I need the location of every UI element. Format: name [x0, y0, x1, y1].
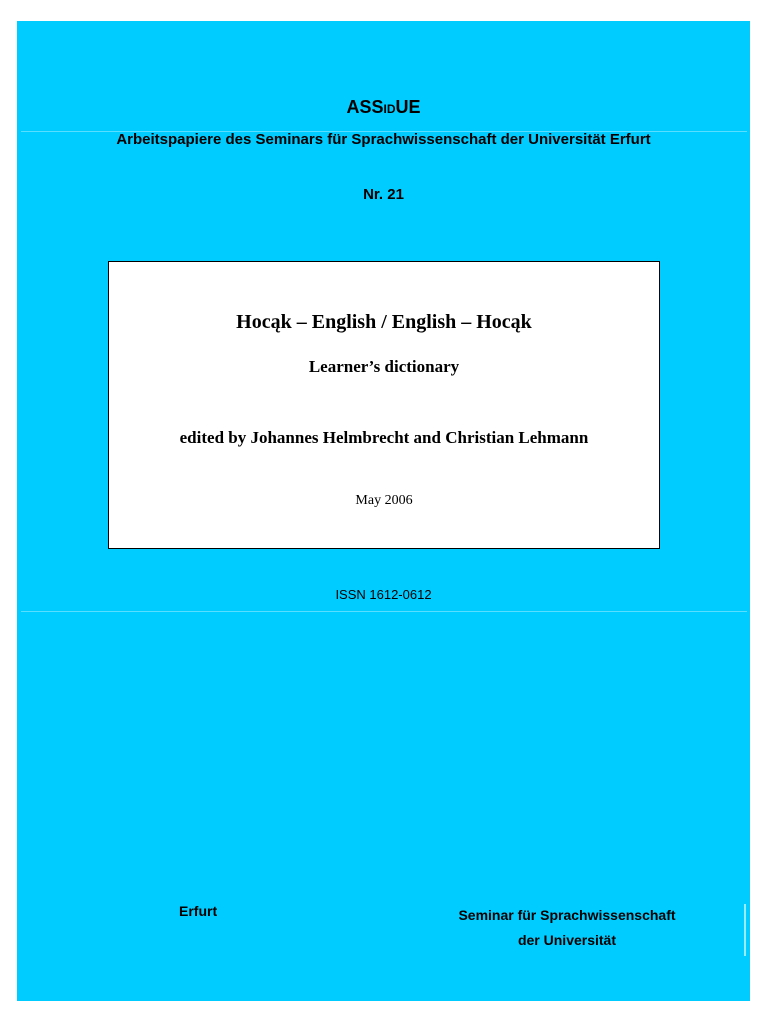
title-box: [108, 261, 660, 549]
publisher-line-2: der Universität: [517, 932, 617, 948]
edge-mark: [744, 904, 746, 956]
series-title-prefix: ASS: [346, 97, 384, 117]
issn: ISSN 1612-0612: [335, 587, 432, 602]
book-subtitle: Learner’s dictionary: [308, 357, 460, 376]
series-title: [17, 97, 750, 118]
series-title-suffix: UE: [395, 97, 421, 117]
book-title: Hocąk – English / English – Hocąk: [236, 311, 532, 333]
editors: edited by Johannes Helmbrecht and Christian Lehmann: [179, 428, 589, 447]
publication-date: May 2006: [355, 493, 413, 508]
series-subtitle: Arbeitspapiere des Seminars für Sprachwissenschaft der Universität Erfurt: [116, 131, 651, 148]
publisher: [422, 903, 712, 953]
issue-number: Nr. 21: [363, 186, 404, 203]
publisher-line-1: Seminar für Sprachwissenschaft: [458, 907, 676, 923]
series-title-smallcaps: ID: [383, 102, 396, 116]
publication-place: Erfurt: [179, 903, 218, 919]
divider-bottom: [21, 611, 747, 612]
cover-page: [17, 21, 750, 1001]
